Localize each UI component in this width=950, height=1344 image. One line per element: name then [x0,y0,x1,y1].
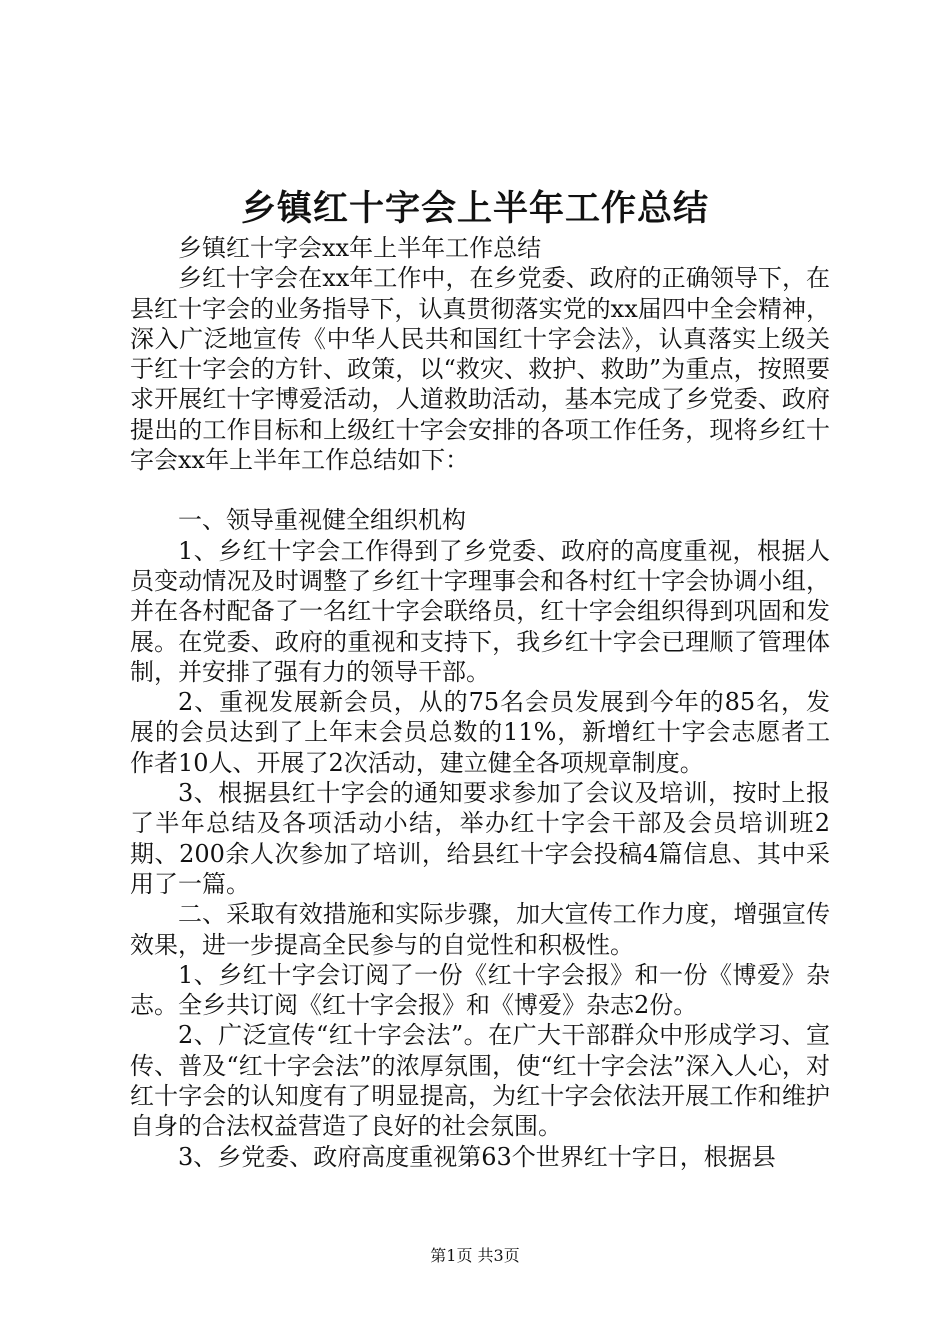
section-2-item-1: 1、乡红十字会订阅了一份《红十字会报》和一份《博爱》杂志。全乡共订阅《红十字会报》和《博爱》杂志2份。 [130,960,830,1020]
section-2-item-2: 2、广泛宣传“红十字会法”。在广大干部群众中形成学习、宣传、普及“红十字会法”的浓厚氛围，使“红十字会法”深入人心，对红十字会的认知度有了明显提高，为红十字会依法开展工作和维护自身的合法权益营造了良好的社会氛围。 [130,1021,830,1141]
document-body [130,233,830,1172]
page-number-footer: 第1页 共3页 [430,1246,520,1265]
subtitle-paragraph: 乡镇红十字会xx年上半年工作总结 [178,234,542,262]
section-2-item-3: 3、乡党委、政府高度重视第63个世界红十字日，根据县 [178,1142,776,1171]
section-1-item-1: 1、乡红十字会工作得到了乡党委、政府的高度重视，根据人员变动情况及时调整了乡红十字理事会和各村红十字会协调小组，并在各村配备了一名红十字会联络员，红十字会组织得到巩固和发展。在党委、政府的重视和支持下，我乡红十字会已理顺了管理体制，并安排了强有力的领导干部。 [130,536,830,686]
section-1-item-2: 2、重视发展新会员，从的75名会员发展到今年的85名，发展的会员达到了上年末会员总数的11%，新增红十字会志愿者工作者10人、开展了2次活动，建立健全各项规章制度。 [130,688,830,777]
document-title: 乡镇红十字会上半年工作总结 [240,188,709,229]
section-heading-1: 一、领导重视健全组织机构 [178,506,466,535]
intro-paragraph: 乡红十字会在xx年工作中，在乡党委、政府的正确领导下，在县红十字会的业务指导下，认真贯彻落实党的xx届四中全会精神，深入广泛地宣传《中华人民共和国红十字会法》，认真落实上级关于红十字会的方针、政策，以“救灾、救护、救助”为重点，按照要求开展红十字博爱活动，人道救助活动，基本完成了乡党委、政府提出的工作目标和上级红十字会安排的各项工作任务，现将乡红十字会xx年上半年工作总结如下： [130,264,830,475]
section-heading-2: 二、采取有效措施和实际步骤，加大宣传工作力度，增强宣传效果，进一步提高全民参与的自觉性和积极性。 [130,900,830,959]
section-1-item-3: 3、根据县红十字会的通知要求参加了会议及培训，按时上报了半年总结及各项活动小结，举办红十字会干部及会员培训班2期、200余人次参加了培训，给县红十字会投稿4篇信息、其中采用了一篇。 [130,779,830,898]
